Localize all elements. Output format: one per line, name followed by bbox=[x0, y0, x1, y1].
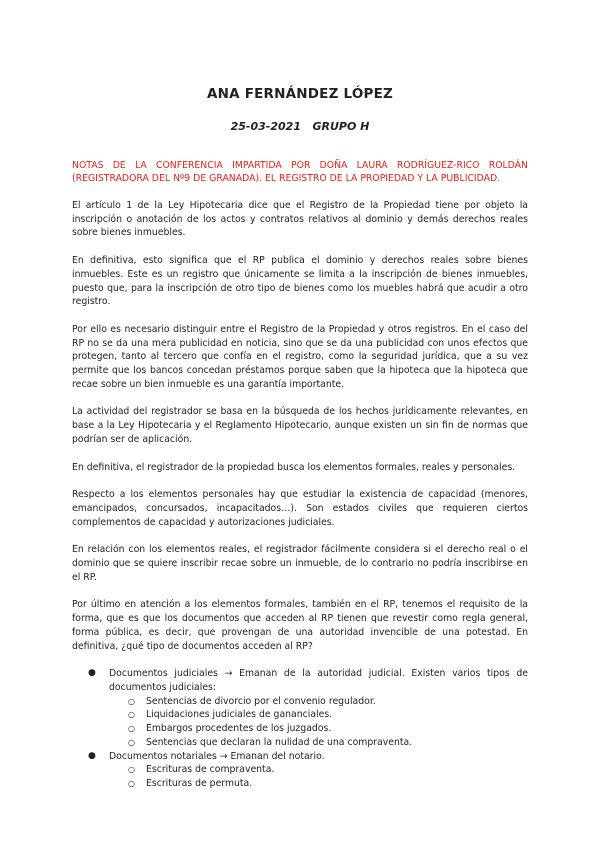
paragraph: En relación con los elementos reales, el registrador fácilmente considera si el derecho real o el dominio que se quiere inscribir recae sobre un inmueble, de lo contrario no podría inscribirse en el RP. bbox=[72, 544, 528, 583]
sub-list-item-text: Escrituras de permuta. bbox=[146, 777, 253, 789]
list-item-text: Documentos notariales → Emanan del notario. bbox=[109, 750, 325, 762]
sub-list-item bbox=[109, 708, 528, 722]
sub-list bbox=[109, 695, 528, 750]
hollow-bullet-icon: ○ bbox=[128, 710, 135, 720]
sub-list-item bbox=[109, 722, 528, 736]
list-item bbox=[72, 667, 528, 749]
sub-list-item bbox=[109, 736, 528, 750]
paragraph: Por último en atención a los elementos formales, también en el RP, tenemos el requisito de la forma, que es que los documentos que acceden al RP tienen que revestir como regla general, forma pública, es decir, que provengan de una autoridad invencible de una potestad. En definitiva, ¿qué tipo de documentos acceden al RP? bbox=[72, 599, 528, 652]
list-item-text: Documentos judiciales → Emanan de la autoridad judicial. Existen varios tipos de documentos judiciales: bbox=[109, 668, 528, 693]
sub-list-item-text: Sentencias que declaran la nulidad de una compraventa. bbox=[146, 736, 413, 748]
paragraph: En definitiva, esto significa que el RP publica el dominio y derechos reales sobre bienes inmuebles. Este es un registro que únicamente se limita a la inscripción de bienes inmuebles, puesto que, para la inscripción de otro tipo de bienes como los muebles habrá que acudir a otro registro. bbox=[72, 255, 528, 308]
sub-list-item bbox=[109, 695, 528, 709]
sub-list-item bbox=[109, 777, 528, 791]
sub-list-item-text: Liquidaciones judiciales de gananciales. bbox=[146, 709, 333, 721]
paragraph: Por ello es necesario distinguir entre el Registro de la Propiedad y otros registros. En el caso del RP no se da una mera publicidad en noticia, sino que se da una publicidad con unos efectos que protegen, tanto al tercero que confía en el registro, como la seguridad jurídica, que a su vez permite que los bancos concedan préstamos porque saben que la hipoteca que la hipoteca que recae sobre un bien inmueble es una garantía importante. bbox=[72, 323, 528, 390]
document-title: NOTAS DE LA CONFERENCIA IMPARTIDA POR DOÑA LAURA RODRÍGUEZ-RICO ROLDÁN (REGISTRADORA DEL Nº9 DE GRANADA). EL REGISTRO DE LA PROPIEDAD Y LA PUBLICIDAD. bbox=[72, 160, 528, 184]
hollow-bullet-icon: ○ bbox=[128, 778, 135, 788]
sub-list-item bbox=[109, 763, 528, 777]
hollow-bullet-icon: ○ bbox=[128, 724, 135, 734]
filled-bullet-icon: ● bbox=[88, 668, 96, 679]
document-types-list bbox=[72, 667, 528, 790]
hollow-bullet-icon: ○ bbox=[128, 696, 135, 706]
paragraph: El artículo 1 de la Ley Hipotecaria dice que el Registro de la Propiedad tiene por objeto la inscripción o anotación de los actos y contratos relativos al dominio y demás derechos reales sobre bienes inmuebles. bbox=[72, 200, 528, 239]
list-item bbox=[72, 750, 528, 791]
author-name: ANA FERNÁNDEZ LÓPEZ bbox=[207, 86, 393, 102]
sub-list-item-text: Embargos procedentes de los juzgados. bbox=[146, 723, 332, 735]
paragraph: La actividad del registrador se basa en la búsqueda de los hechos jurídicamente relevantes, en base a la Ley Hipotecaria y el Reglamento Hipotecario, aunque existen un sin fin de normas que podrían ser de aplicación. bbox=[72, 406, 528, 445]
sub-list bbox=[109, 763, 528, 790]
sub-list-item-text: Sentencias de divorcio por el convenio regulador. bbox=[146, 695, 376, 707]
sub-list-item-text: Escrituras de compraventa. bbox=[146, 764, 275, 776]
paragraph: Respecto a los elementos personales hay que estudiar la existencia de capacidad (menores, emancipados, concursados, incapacitados…). Son estados civiles que requieren ciertos complementos de capacidad y autorizaciones judiciales. bbox=[72, 489, 528, 528]
filled-bullet-icon: ● bbox=[88, 750, 96, 761]
document-body bbox=[72, 159, 528, 791]
group-label: GRUPO H bbox=[312, 120, 370, 133]
document-date: 25-03-2021 bbox=[230, 120, 301, 133]
hollow-bullet-icon: ○ bbox=[128, 737, 135, 747]
hollow-bullet-icon: ○ bbox=[128, 765, 135, 775]
paragraph: En definitiva, el registrador de la propiedad busca los elementos formales, reales y personales. bbox=[72, 461, 516, 473]
date-group-line bbox=[0, 120, 600, 133]
